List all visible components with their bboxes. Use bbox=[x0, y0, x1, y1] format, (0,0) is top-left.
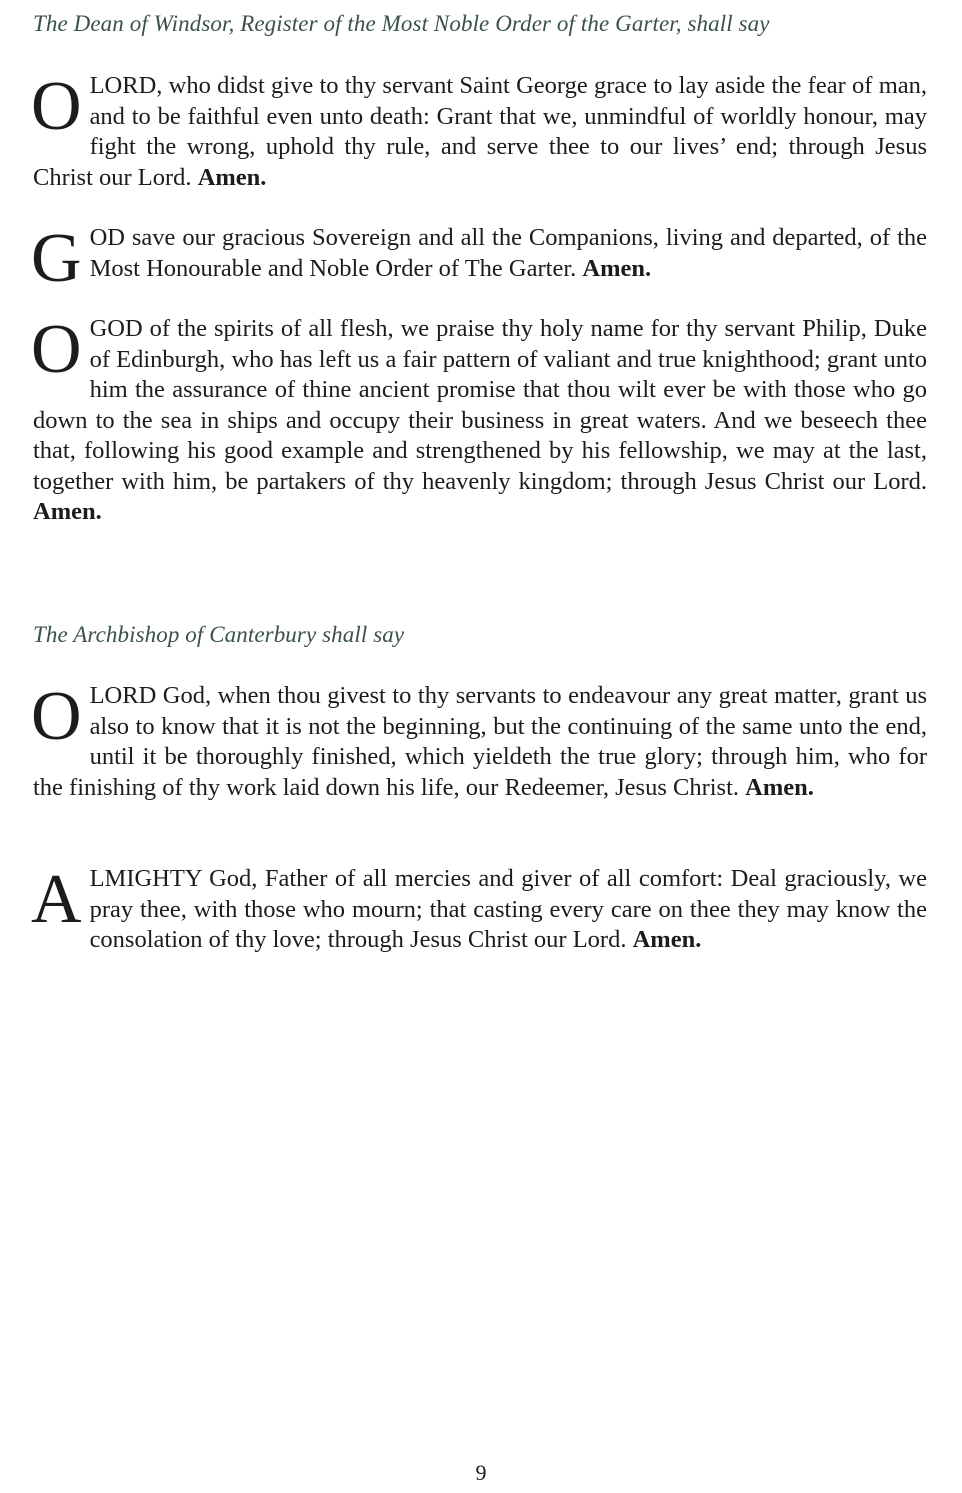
prayer-great-matter bbox=[31, 678, 927, 803]
prayer-text: LMIGHTY God, Father of all mercies and giver of all comfort: Deal graciously, we pray thee, with those who mourn; that casting every care on thee they may know the consolation of thy love; through Jesus Christ our Lord. bbox=[89, 865, 927, 953]
rubric-archbishop-of-canterbury: The Archbishop of Canterbury shall say bbox=[33, 622, 405, 647]
prayer-saint-george bbox=[31, 68, 927, 193]
prayer-those-who-mourn bbox=[31, 861, 927, 956]
drop-cap: A bbox=[31, 861, 82, 938]
page-number: 9 bbox=[475, 1460, 487, 1485]
prayer-text: OD save our gracious Sovereign and all the Companions, living and departed, of the Most Honourable and Noble Order of The Garter. bbox=[89, 224, 927, 282]
drop-cap: O bbox=[31, 68, 82, 145]
prayer-text: GOD of the spirits of all flesh, we praise thy holy name for thy servant Philip, Duke of Edinburgh, who has left us a fair pattern of valiant and true knighthood; grant unto him the assurance of thine ancient promise that thou wilt ever be with those who go down to the sea in ships and occupy their business in great waters. And we beseech thee that, following his good example and strengthened by his fellowship, we may at the last, together with him, be partakers of thy heavenly kingdom; through Jesus Christ our Lord. bbox=[33, 315, 927, 495]
prayer-text: LORD, who didst give to thy servant Saint George grace to lay aside the fear of man, and to be faithful even unto death: Grant that we, unmindful of worldly honour, may fight the wrong, uphold thy rule, and serve thee to our lives’ end; through Jesus Christ our Lord. bbox=[33, 72, 927, 191]
prayer-duke-of-edinburgh bbox=[31, 311, 927, 528]
drop-cap: G bbox=[31, 220, 82, 297]
amen: Amen. bbox=[745, 773, 814, 801]
drop-cap: O bbox=[31, 311, 82, 388]
rubric-dean-of-windsor: The Dean of Windsor, Register of the Most Noble Order of the Garter, shall say bbox=[33, 11, 770, 36]
amen: Amen. bbox=[632, 926, 702, 953]
prayer-sovereign-companions bbox=[31, 220, 927, 297]
prayer-text: LORD God, when thou givest to thy servants to endeavour any great matter, grant us also to know that it is not the beginning, but the continuing of the same unto the end, until it be thoroughly finished, which yieldeth the true glory; through him, who for the finishing of thy work laid down his life, our Redeemer, Jesus Christ. bbox=[33, 682, 927, 801]
amen: Amen. bbox=[197, 163, 267, 191]
drop-cap: O bbox=[31, 678, 82, 755]
amen: Amen. bbox=[582, 254, 652, 282]
amen: Amen. bbox=[33, 498, 102, 525]
